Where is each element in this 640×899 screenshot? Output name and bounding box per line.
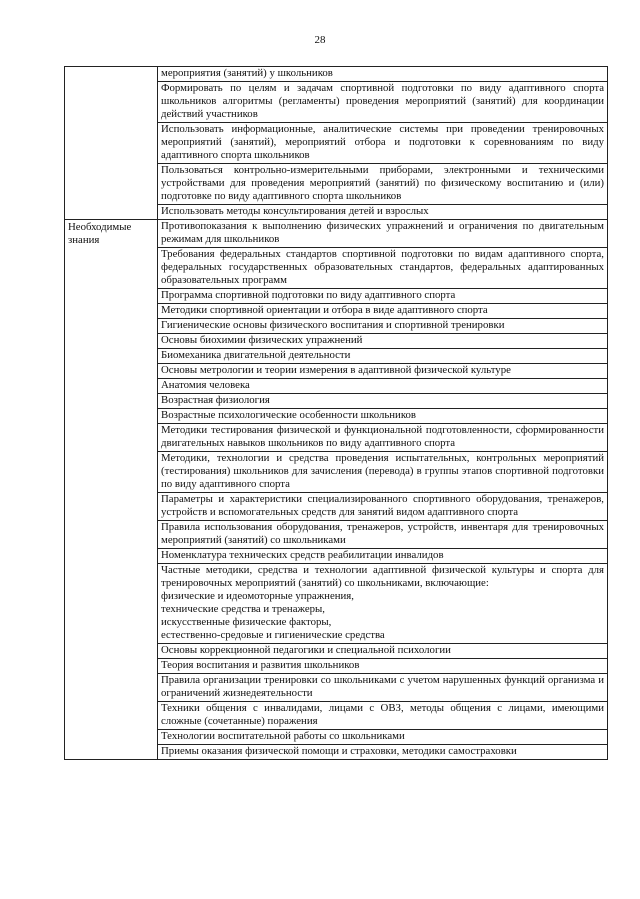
table-cell: Приемы оказания физической помощи и страховки, методики самостраховки [158, 745, 608, 760]
table-row [65, 220, 608, 248]
knowledge-label: Необходимые знания [65, 220, 158, 760]
table-cell: Техники общения с инвалидами, лицами с ОВЗ, методы общения с лицами, имеющими сложные (сочетанные) поражения [158, 702, 608, 730]
table-cell: Основы коррекционной педагогики и специальной психологии [158, 644, 608, 659]
table-cell: Возрастные психологические особенности школьников [158, 409, 608, 424]
table-cell: Методики спортивной ориентации и отбора в виде адаптивного спорта [158, 304, 608, 319]
table-cell [158, 564, 608, 644]
skills-label-cell [65, 67, 158, 220]
table-cell: Основы биохимии физических упражнений [158, 334, 608, 349]
table-cell: Правила организации тренировки со школьниками с учетом нарушенных функций организма и ограничений жизнедеятельности [158, 674, 608, 702]
table-cell: мероприятия (занятий) у школьников [158, 67, 608, 82]
table-cell: Программа спортивной подготовки по виду адаптивного спорта [158, 289, 608, 304]
table-cell: Номенклатура технических средств реабилитации инвалидов [158, 549, 608, 564]
table-cell: Правила использования оборудования, тренажеров, устройств, инвентаря для тренировочных мероприятий (занятий) со школьниками [158, 521, 608, 549]
table-cell: Использовать методы консультирования детей и взрослых [158, 205, 608, 220]
list-item: естественно-средовые и гигиенические средства [161, 629, 385, 641]
table-cell: Биомеханика двигательной деятельности [158, 349, 608, 364]
list-item: физические и идеомоторные упражнения, [161, 590, 354, 602]
table-cell: Требования федеральных стандартов спортивной подготовки по видам адаптивного спорта, федеральных государственных образовательных стандартов, федеральных адаптированных образовательных программ [158, 248, 608, 289]
page-number: 28 [314, 34, 326, 46]
list-item: искусственные физические факторы, [161, 616, 332, 628]
table-cell: Возрастная физиология [158, 394, 608, 409]
table-cell: Параметры и характеристики специализированного спортивного оборудования, тренажеров, устройств и вспомогательных средств для занятий видом адаптивного спорта [158, 493, 608, 521]
table-cell: Методики, технологии и средства проведения испытательных, контрольных мероприятий (тестирования) школьников для зачисления (перевода) в группы этапов спортивной подготовки по виду адаптивного спорта [158, 452, 608, 493]
table-cell: Теория воспитания и развития школьников [158, 659, 608, 674]
table-cell: Противопоказания к выполнению физических упражнений и ограничения по двигательным режимам для школьников [158, 220, 608, 248]
list-item: технические средства и тренажеры, [161, 603, 325, 615]
table-cell: Анатомия человека [158, 379, 608, 394]
table-cell: Основы метрологии и теории измерения в адаптивной физической культуре [158, 364, 608, 379]
table-cell: Технологии воспитательной работы со школьниками [158, 730, 608, 745]
table-cell: Методики тестирования физической и функциональной подготовленности, сформированности двигательных навыков школьников по виду адаптивного спорта [158, 424, 608, 452]
table-cell: Использовать информационные, аналитические системы при проведении тренировочных мероприятий (занятий), мероприятий отбора и подготовки к соревнованиям по виду адаптивного спорта школьников [158, 123, 608, 164]
table-cell: Пользоваться контрольно-измерительными приборами, электронными и техническими устройствами для проведения мероприятий (занятий) по физическому воспитанию и (или) подготовке по виду адаптивного спорта школьников [158, 164, 608, 205]
knowledge-skills-table [64, 66, 608, 760]
list-intro: Частные методики, средства и технологии адаптивной физической культуры и спорта для тренировочных мероприятий (занятий) со школьниками, включающие: [161, 564, 604, 589]
table-cell: Гигиенические основы физического воспитания и спортивной тренировки [158, 319, 608, 334]
table-cell: Формировать по целям и задачам спортивной подготовки по виду адаптивного спорта школьников алгоритмы (регламенты) проведения мероприятий (занятий) для координации действий участников [158, 82, 608, 123]
table-row [65, 67, 608, 82]
